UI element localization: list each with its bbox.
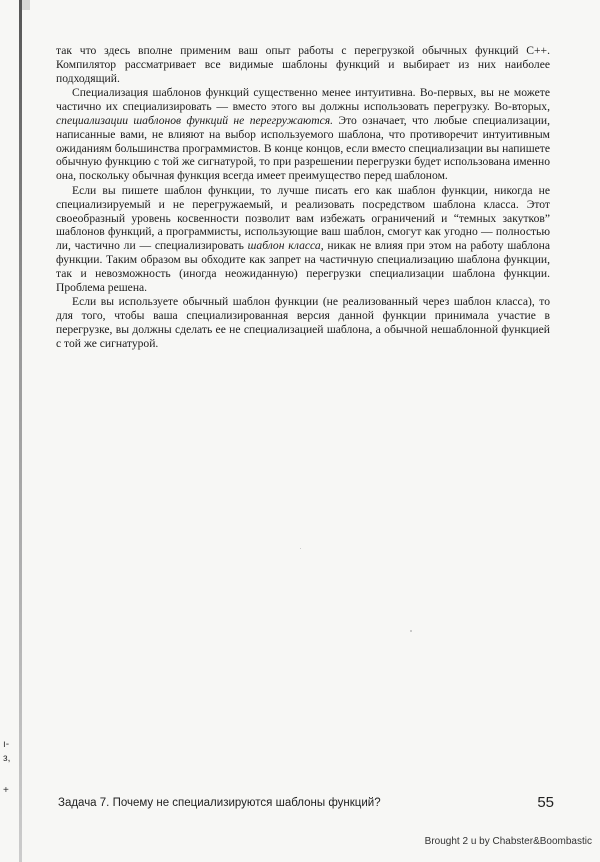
scan-speck xyxy=(410,630,412,632)
scan-artifact xyxy=(22,0,30,10)
scan-credit: Brought 2 u by Chabster&Boombastic xyxy=(424,836,592,847)
paragraph-2 xyxy=(56,86,550,183)
scan-binding-edge xyxy=(19,0,22,862)
paragraph-3-emphasis: шаблон класса, xyxy=(247,239,324,253)
paragraph-2-text-b: Это означает, что любые специализации, написанные вами, не влияют на выбор используемого шаблона, что противоречит интуитивным ожиданиям большинства программистов. В конце концов, если вместо специализации вы напишете обычную функцию с той же сигнатурой, то при разрешении перегрузки будет использована именно она, поскольку обычная функция всегда имеет преимущество перед шаблоном. xyxy=(56,113,550,183)
running-footer-title: Задача 7. Почему не специализируются шаблоны функций? xyxy=(58,797,381,809)
margin-mark-2: з, xyxy=(3,753,11,764)
page-body xyxy=(56,44,550,351)
paragraph-3 xyxy=(56,184,550,294)
page-footer xyxy=(58,794,554,814)
margin-mark-3: + xyxy=(3,785,9,796)
paragraph-4: Если вы используете обычный шаблон функции (не реализованный через шаблон класса), то для того, чтобы ваша специализированная версия данной функции принимала участие в перегрузке, вы должны сделать ее не специализацией шаблона, а обычной нешаблонной функцией с той же сигнатурой. xyxy=(56,295,550,350)
page-number: 55 xyxy=(537,794,554,811)
paragraph-3-text-b: никак не влияя при этом на работу шаблона функции. Таким образом вы обходите как запрет на частичную специализацию шаблона функции, так и невозможность (иногда неожиданную) перегрузки специализации шаблона функции. Проблема решена. xyxy=(56,239,550,294)
scan-speck xyxy=(300,548,301,549)
paragraph-2-text-a: Специализация шаблонов функций существенно менее интуитивна. Во-первых, вы не можете частично их специализировать — вместо этого вы должны использовать перегрузку. Во-вторых, xyxy=(56,86,550,114)
paragraph-1: так что здесь вполне применим ваш опыт работы с перегрузкой обычных функций C++. Компилятор рассматривает все видимые шаблоны функций и выбирает из них наиболее подходящий. xyxy=(56,44,550,85)
margin-marks xyxy=(3,738,10,798)
margin-mark-1: ı- xyxy=(3,739,10,750)
paragraph-3-text-a: Если вы пишете шаблон функции, то лучше писать его как шаблон функции, никогда не специализируемый и не перегружаемый, и реализовать посредством шаблона класса. Этот своеобразный уровень косвенности позволит вам избежать ограничений и “темных закутков” шаблонов функций, а программисты, использующие ваш шаблон, смогут как угодно — полностью ли, частично ли — специализировать xyxy=(56,183,550,253)
paragraph-2-emphasis: специализации шаблонов функций не перегружаются. xyxy=(56,113,334,127)
